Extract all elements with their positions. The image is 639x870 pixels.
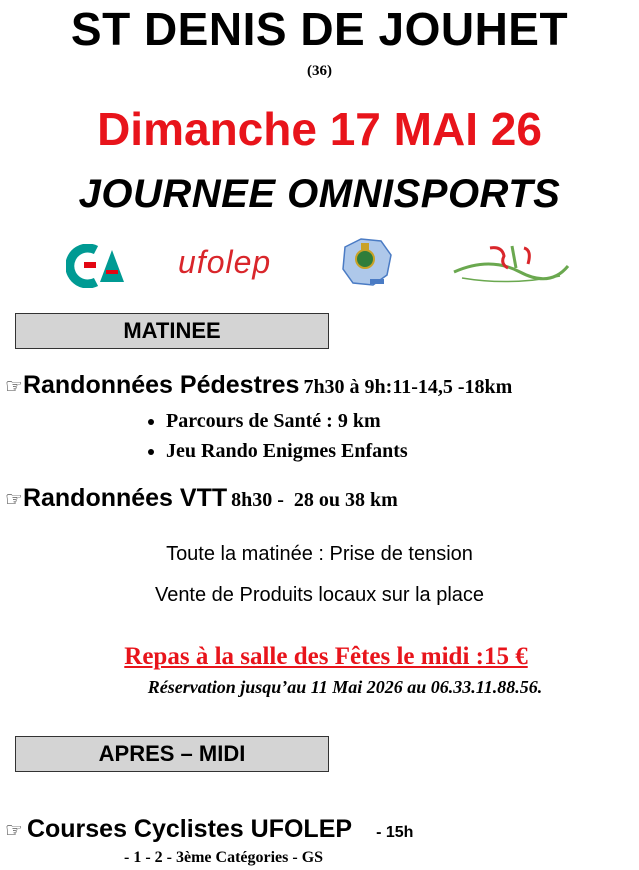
race-categories: - 1 - 2 - 3ème Catégories - GS xyxy=(124,849,324,866)
list-item: • Jeu Rando Enigmes Enfants xyxy=(166,436,408,466)
regional-emblem-logo xyxy=(337,235,395,291)
pointing-hand-icon: ☞ xyxy=(5,818,23,842)
saint-denis-de-jouhet-logo xyxy=(450,242,572,286)
department-number: (36) xyxy=(307,63,332,79)
activity-time: - 15h xyxy=(376,824,414,841)
pedestre-options-list xyxy=(120,406,408,466)
activity-time: 7h30 à 9h:11-14,5 -18km xyxy=(303,376,513,398)
page-title: ST DENIS DE JOUHET xyxy=(70,3,569,55)
activity-randonnees-pedestres xyxy=(5,371,639,400)
apres-midi-section-header xyxy=(15,736,329,772)
event-date: Dimanche 17 MAI 26 xyxy=(97,103,542,155)
activity-title: Courses Cyclistes UFOLEP xyxy=(26,815,353,843)
pointing-hand-icon: ☞ xyxy=(5,487,23,511)
repas-announcement: Repas à la salle des Fêtes le midi :15 € xyxy=(124,643,528,670)
activity-time: 8h30 - 28 ou 38 km xyxy=(231,489,398,511)
credit-agricole-logo xyxy=(66,244,128,288)
activity-title: Randonnées Pédestres xyxy=(22,371,300,399)
activity-randonnees-vtt xyxy=(5,484,398,513)
ufolep-logo: ufolep xyxy=(178,244,272,280)
activity-title: Randonnées VTT xyxy=(22,484,228,512)
list-item: • Parcours de Santé : 9 km xyxy=(166,406,408,436)
apres-midi-label: APRES – MIDI xyxy=(98,741,246,766)
note-prise-de-tension: Toute la matinée : Prise de tension xyxy=(166,543,473,565)
activity-courses-cyclistes xyxy=(5,815,413,844)
reservation-info: Réservation jusqu’au 11 Mai 2026 au 06.33.11.88.56. xyxy=(147,677,543,697)
event-name: JOURNEE OMNISPORTS xyxy=(78,172,561,216)
matinee-label: MATINEE xyxy=(123,318,221,343)
pointing-hand-icon: ☞ xyxy=(5,374,23,398)
matinee-section-header xyxy=(15,313,329,349)
note-produits-locaux: Vente de Produits locaux sur la place xyxy=(154,584,485,606)
